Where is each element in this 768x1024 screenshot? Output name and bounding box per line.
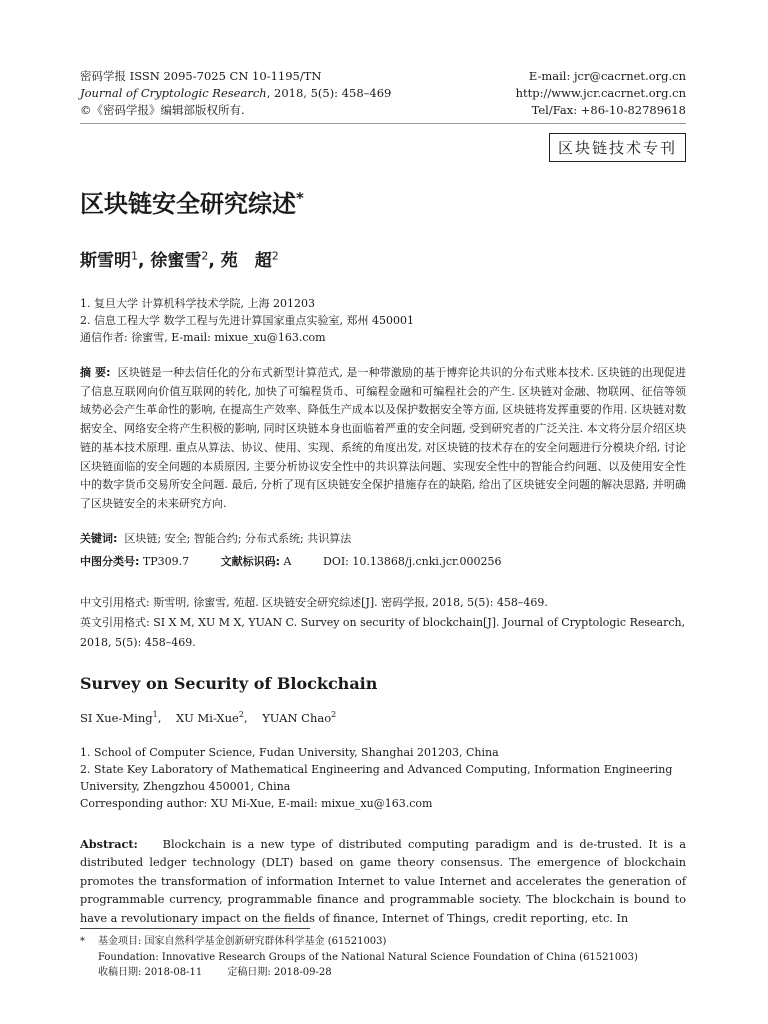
author-separator: , [208,251,221,271]
footnote-mark: * [80,936,85,947]
author-cn-2-affil: 2 [201,249,209,263]
author-cn-3: 苑 超 [220,251,272,271]
footnote-divider [80,928,310,929]
doc-code-value: A [283,555,292,568]
abstract-cn-label: 摘 要: [80,366,111,379]
author-en-3-affil: 2 [331,710,337,719]
accepted-date: 定稿日期: 2018-09-28 [227,967,332,978]
author-en-2: XU Mi-Xue [175,710,239,725]
author-cn-2: 徐蜜雪 [150,251,202,271]
journal-url[interactable]: http://www.jcr.cacrnet.org.cn [515,86,686,100]
abstract-cn [80,364,686,514]
affiliations-en [80,744,686,812]
author-separator: , [138,251,151,271]
author-separator: , [157,710,173,725]
journal-en-volume: , 2018, 5(5): 458–469 [266,86,392,100]
author-en-1-affil: 1 [152,710,158,719]
title-footnote-mark[interactable]: * [296,189,304,207]
keywords-cn [80,530,351,546]
received-date: 收稿日期: 2018-08-11 [98,967,203,978]
special-issue-badge: 区块链技术专刊 [549,133,686,162]
affiliation-cn-2: 2. 信息工程大学 数学工程与先进计算国家重点实验室, 郑州 450001 [80,314,414,327]
abstract-cn-text: 区块链是一种去信任化的分布式新型计算范式, 是一种带激励的基于博弈论共识的分布式账本技术. 区块链的出现促进了信息互联网向价值互联网的转化, 加快了可编程货币、可编程金融和可编程社会的产生. 区块链对金融、物联网、征信等领域势必会产生革命性的影响, 在提高生产效率、降低生产成本以及保护数据安全等方面, 区块链将发挥重要的作用. 区块链对数据安全、网络安全将产生积极的影响, 同时区块链本身也面临着严重的安全问题, 受到研究者的广泛关注. 本文将分层介绍区块链的基本技术原理. 重点从算法、协议、使用、实现、系统的角度出发, 对区块链的技术存在的安全问题进行分模块介绍, 讨论区块链面临的安全问题的本质原因, 主要分析协议安全性中的共识算法问题、实现安全性中的智能合约问题、以及使用安全性中的数字货币交易所安全问题. 最后, 分析了现有区块链安全保护措施存在的缺陷, 给出了区块链安全问题的解决思路, 并明确了区块链安全的未来研究方向. [80,366,687,510]
author-en-1: SI Xue-Ming [80,710,153,725]
footnote-fund-en: Foundation: Innovative Research Groups of the National Natural Science Foundation of China (61521003) [98,951,638,963]
doc-code-label: 文献标识码: [220,555,281,568]
affiliation-en-1: 1. School of Computer Science, Fudan University, Shanghai 201203, China [80,746,499,759]
abstract-en-label: Abstract: [80,837,138,851]
citation-formats [80,593,686,653]
journal-header-left [80,68,391,119]
corresponding-author-en: Corresponding author: XU Mi-Xue, E-mail: mixue_xu@163.com [80,797,433,810]
abstract-en-text: Blockchain is a new type of distributed computing paradigm and is de-trusted. It is a distributed ledger technology (DLT) based on game theory consensus. The emergence of blockchain promotes the transformation of information Internet to value Internet and accelerates the generation of programmable currency, programmable finance and programmable society. The blockchain is bound to have a revolutionary impact on the fields of finance, Internet of Things, credit reporting, etc. In [80,838,686,925]
abstract-en [80,835,686,928]
footnote-dates [80,965,686,981]
header-divider [80,123,686,124]
authors-en [80,710,336,725]
journal-email[interactable]: E-mail: jcr@cacrnet.org.cn [528,69,686,83]
footnote-fund-cn: 基金项目: 国家自然科学基金创新研究群体科学基金 (61521003) [98,936,387,947]
author-separator: , [243,710,259,725]
author-cn-1: 斯雪明 [80,251,131,271]
journal-issn-line: 密码学报 ISSN 2095-7025 CN 10-1195/TN [80,69,322,83]
citation-cn: 中文引用格式: 斯雪明, 徐蜜雪, 苑超. 区块链安全研究综述[J]. 密码学报, 2018, 5(5): 458–469. [80,596,548,609]
clc-value: TP309.7 [142,555,190,568]
footnote [80,934,686,981]
authors-cn [80,246,279,271]
paper-title-cn-text: 区块链安全研究综述 [80,190,296,218]
clc-label: 中图分类号: [80,555,140,568]
author-en-3: YUAN Chao [262,710,332,725]
journal-citation-line [80,85,391,102]
copyright-line: ©《密码学报》编辑部版权所有. [80,103,245,117]
affiliation-en-2: 2. State Key Laboratory of Mathematical Engineering and Advanced Computing, Information Engineering University, Zhengzhou 450001, China [80,763,673,793]
citation-en: 英文引用格式: SI X M, XU M X, YUAN C. Survey on security of blockchain[J]. Journal of Cryptologic Research, 2018, 5(5): 458–469. [80,616,686,649]
journal-telfax: Tel/Fax: +86-10-82789618 [531,103,686,117]
journal-header-right [516,68,686,119]
footnote-fund-cn-row [80,934,686,950]
author-en-2-affil: 2 [238,710,244,719]
keywords-cn-label: 关键词: [80,532,118,545]
corresponding-author-cn: 通信作者: 徐蜜雪, E-mail: mixue_xu@163.com [80,331,326,344]
author-cn-1-affil: 1 [131,249,138,263]
keywords-cn-text: 区块链; 安全; 智能合约; 分布式系统; 共识算法 [124,532,352,545]
affiliations-cn [80,295,414,346]
classification-line [80,553,502,569]
affiliation-cn-1: 1. 复旦大学 计算机科学技术学院, 上海 201203 [80,297,315,310]
paper-title-cn [80,184,304,219]
doi[interactable]: DOI: 10.13868/j.cnki.jcr.000256 [323,555,502,568]
journal-en-name: Journal of Cryptologic Research [80,86,267,100]
paper-title-en: Survey on Security of Blockchain [80,674,378,693]
author-cn-3-affil: 2 [271,249,279,263]
